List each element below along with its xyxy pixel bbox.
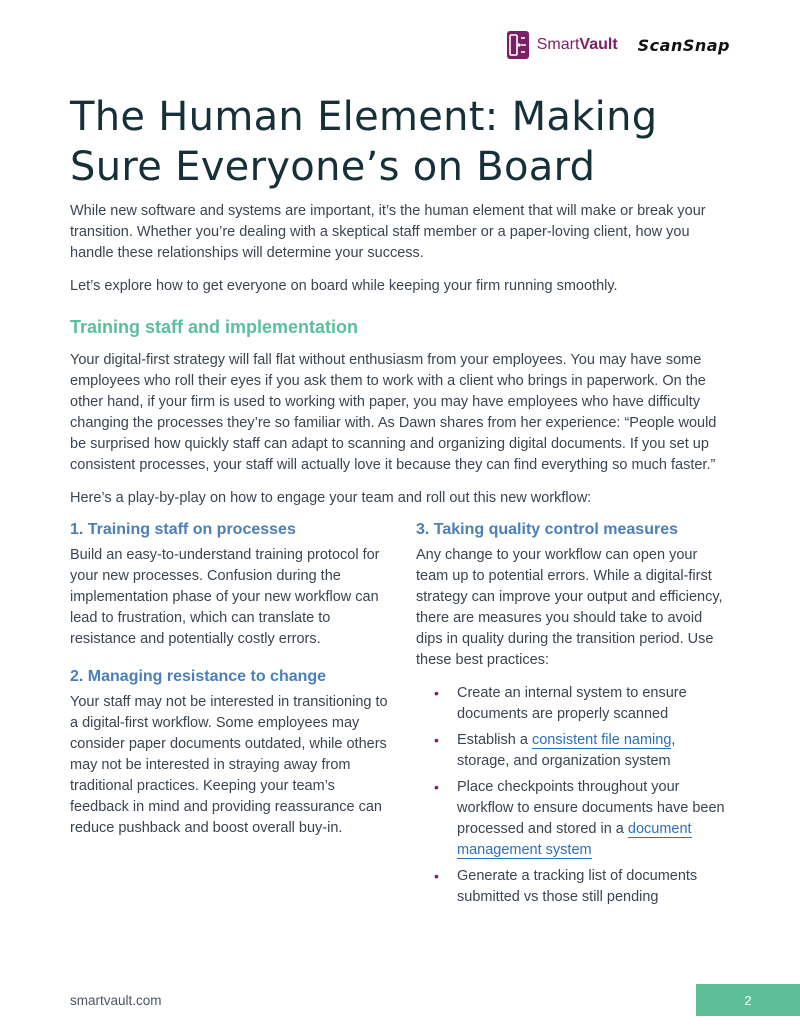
footer-url: smartvault.com — [70, 993, 162, 1008]
section-body: Your digital-first strategy will fall flat without enthusiasm from your employees. You may have some employees who roll their eyes if you ask them to work with a client who brings in paperwork. On the other hand, if your firm is used to working with paper, you may have employees who have difficulty changing the processes they’re so familiar with. As Dawn shares from her experience: “People would be surprised how quickly staff can adapt to scanning and organizing digital documents. If you set up consistent processes, your staff will actually love it because they can find everything so much faster.” — [70, 352, 717, 473]
right-column — [416, 521, 730, 913]
step-3-body: Any change to your workflow can open your team up to potential errors. While a digital-first strategy can improve your output and efficiency, there are measures you should take to avoid dips in quality during the transition period. Use these best practices: — [416, 547, 723, 668]
best-practices-list — [416, 683, 730, 908]
step-1 — [70, 521, 388, 650]
step-1-body: Build an easy-to-understand training protocol for your new processes. Confusion during the implementation phase of your new workflow can lead to frustration, which can translate to resistance and potentially costly errors. — [70, 547, 380, 647]
smartvault-wordmark: SmartVault — [536, 36, 618, 53]
bullet-icon: • — [434, 732, 439, 748]
step-3-heading: 3. Taking quality control measures — [416, 521, 678, 538]
document-management-system-link[interactable]: document management system — [457, 821, 692, 858]
consistent-file-naming-link[interactable]: consistent file naming — [531, 732, 672, 748]
page-number-badge: 2 — [696, 984, 800, 1016]
page-title: The Human Element: Making Sure Everyone’s on Board — [70, 94, 658, 190]
list-item: • Create an internal system to ensure documents are properly scanned — [434, 685, 687, 722]
smartvault-logo — [505, 30, 618, 60]
two-column-steps — [70, 521, 730, 913]
section-lead: Here’s a play-by-play on how to engage your team and roll out this new workflow: — [70, 490, 592, 506]
left-column — [70, 521, 388, 913]
section-heading: Training staff and implementation — [70, 317, 359, 337]
list-item: • Establish a consistent file naming, storage, and organization system — [434, 732, 676, 769]
bullet-icon: • — [434, 779, 439, 795]
intro-paragraph-1: While new software and systems are important, it’s the human element that will make or break your transition. Whether you’re dealing with a skeptical staff member or a paper-loving client, how you handle these relationships will determine your success. — [70, 203, 706, 261]
scansnap-logo: ScanSnap — [637, 35, 730, 55]
step-1-heading: 1. Training staff on processes — [70, 521, 296, 538]
list-item: • Generate a tracking list of documents submitted vs those still pending — [434, 868, 698, 905]
step-2-body: Your staff may not be interested in transitioning to a digital-first workflow. Some employees may consider paper documents outdated, while others may not be interested in straying away from traditional practices. Keeping your team’s feedback in mind and providing reassurance can reduce pushback and boost overall buy-in. — [70, 694, 388, 836]
step-2 — [70, 668, 388, 839]
intro-paragraph-2: Let’s explore how to get everyone on board while keeping your firm running smoothly. — [70, 278, 618, 294]
bullet-icon: • — [434, 685, 439, 701]
step-2-heading: 2. Managing resistance to change — [70, 668, 327, 685]
list-item: • Place checkpoints throughout your workflow to ensure documents have been processed and stored in a document management system — [434, 779, 725, 858]
bullet-icon: • — [434, 868, 439, 884]
header-logos — [505, 30, 730, 60]
main-content — [70, 201, 730, 913]
smartvault-vault-icon — [505, 30, 531, 60]
